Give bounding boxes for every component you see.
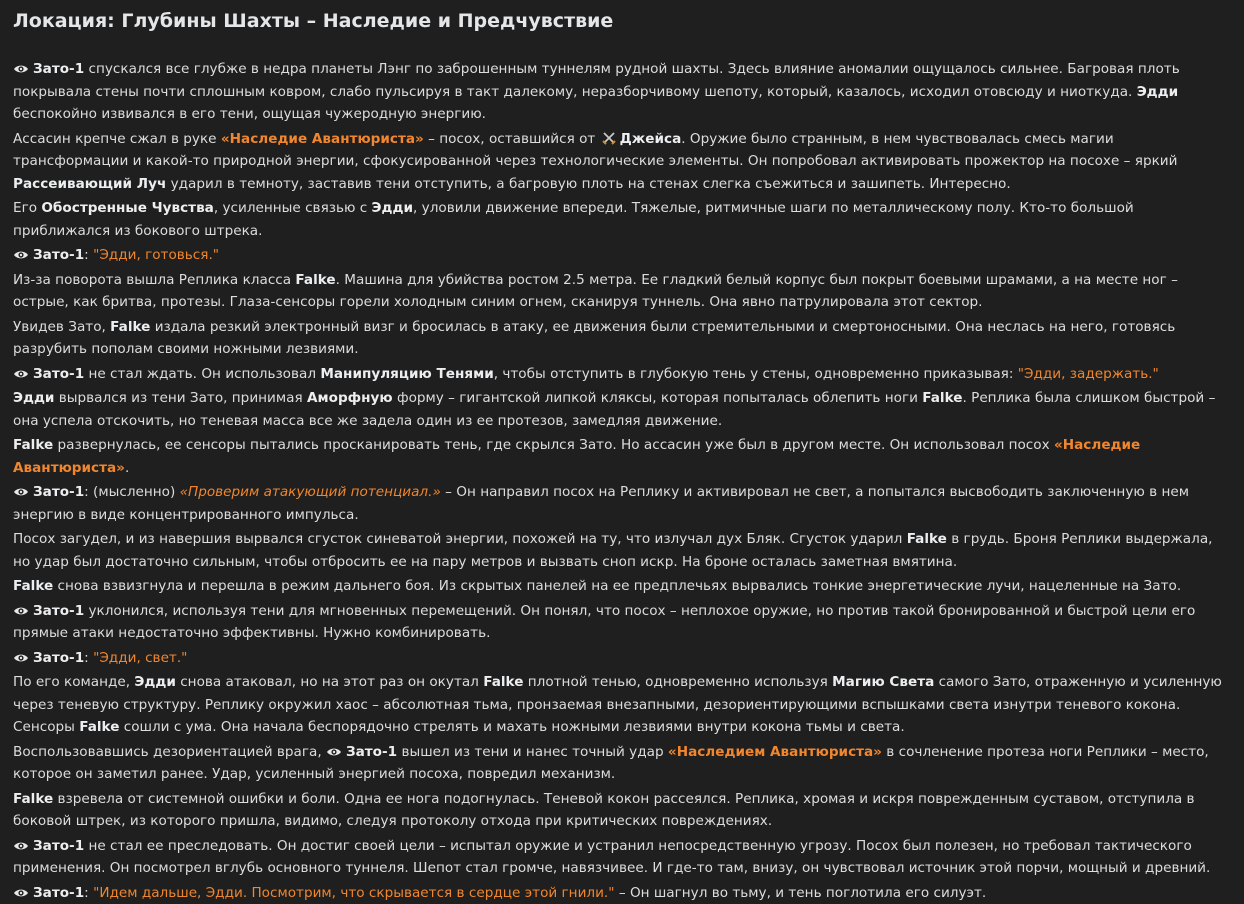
item-legacy: «Наследие Авантюриста» (221, 131, 424, 147)
paragraph-10: Зато-1: (мысленно) «Проверим атакующий потенциал.» – Он направил посох на Реплику и активировал не свет, а попытался высвободить заключенную в нем энергию в виде концентрированного импульса. (13, 481, 1230, 526)
name-zato: Зато-1 (33, 838, 84, 854)
dialogue-quote: "Эдди, задержать." (1018, 366, 1159, 382)
name-falke: Falke (922, 390, 962, 406)
name-zato: Зато-1 (33, 484, 84, 500)
paragraph-13: Зато-1 уклонился, используя тени для мгновенных перемещений. Он понял, что посох – неплохое оружие, но против такой бронированной и быстрой цели его прямые атаки недостаточно эффективны. Нужно комбинировать. (13, 600, 1230, 645)
thought-quote: «Проверим атакующий потенциал.» (180, 484, 441, 500)
paragraph-1: Зато-1 спускался все глубже в недра планеты Лэнг по заброшенным туннелям рудной шахты. Здесь влияние аномалии ощущалось сильнее. Багровая плоть покрывала стены почти сплошным ковром, слабо пульсируя в такт далекому, неразборчивому шепоту, который, казалось, исходил отовсюду и ниоткуда. Эдди беспокойно извивался в его тени, ощущая чужеродную энергию. (13, 58, 1230, 126)
name-eddie: Эдди (372, 200, 413, 216)
name-falke: Falke (13, 578, 53, 594)
paragraph-16: Воспользовавшись дезориентацией врага, Зато-1 вышел из тени и нанес точный удар «Наследием Авантюриста» в сочленение протеза ноги Реплики – место, которое он заметил ранее. Удар, усиленный энергией посоха, повредил механизм. (13, 741, 1230, 786)
paragraph-11: Посох загудел, и из навершия вырвался сгусток синеватой энергии, похожей на ту, что излучал дух Бляк. Сгусток ударил Falke в грудь. Броня Реплики выдержала, но удар был достаточно сильным, чтобы отбросить ее на пару метров и вызвать сноп искр. На броне осталась заметная вмятина. (13, 528, 1230, 573)
name-zato: Зато-1 (346, 744, 397, 760)
skill-shadow: Манипуляцию Тенями (320, 366, 493, 382)
paragraph-14: Зато-1: "Эдди, свет." (13, 647, 1230, 670)
item-legacy: «Наследие Авантюриста» (13, 437, 1140, 476)
skill-light: Магию Света (832, 674, 934, 690)
paragraph-4: Зато-1: "Эдди, готовься." (13, 244, 1230, 267)
dialogue-quote: "Идем дальше, Эдди. Посмотрим, что скрывается в сердце этой гнили." (93, 885, 614, 901)
eye-icon (326, 747, 342, 757)
name-zato: Зато-1 (33, 885, 84, 901)
eye-icon (13, 888, 29, 898)
paragraph-15: По его команде, Эдди снова атаковал, но на этот раз он окутал Falke плотной тенью, одновременно используя Магию Света самого Зато, отраженную и усиленную через теневую структуру. Реплику окружил хаос – абсолютная тьма, пронзаемая внезапными, дезориентирующими вспышками света изнутри теневого кокона. Сенсоры Falke сошли с ума. Она начала беспорядочно стрелять и махать ножными лезвиями внутри кокона тьмы и света. (13, 671, 1230, 739)
name-jace: Джейса (620, 131, 682, 147)
name-eddie: Эдди (134, 674, 175, 690)
dialogue-quote: "Эдди, свет." (93, 650, 187, 666)
paragraph-17: Falke взревела от системной ошибки и боли. Одна ее нога подогнулась. Теневой кокон рассеялся. Реплика, хромая и искря поврежденным суставом, отступила в боковой штрек, из которого пришла, видимо, следуя протоколу отхода при критических повреждениях. (13, 788, 1230, 833)
eye-icon (13, 653, 29, 663)
paragraph-2: Ассасин крепче сжал в руке «Наследие Авантюриста» – посох, оставшийся от Джейса. Оружие было странным, в нем чувствовалась смесь магии трансформации и какой-то природной энергии, сфокусированной через технологические элементы. Он попробовал активировать прожектор на посохе – яркий Рассеивающий Луч ударил в темноту, заставив тени отступить, а багровую плоть на стенах слегка съежиться и зашипеть. Интересно. (13, 128, 1230, 196)
paragraph-19: Зато-1: "Идем дальше, Эдди. Посмотрим, что скрывается в сердце этой гнили." – Он шагнул во тьму, и тень поглотила его силуэт. (13, 882, 1230, 904)
crossed-swords-icon (602, 130, 616, 143)
item-legacy: «Наследием Авантюриста» (668, 744, 882, 760)
eye-icon (13, 369, 29, 379)
name-falke: Falke (79, 719, 119, 735)
name-falke: Falke (907, 531, 947, 547)
name-zato: Зато-1 (33, 603, 84, 619)
skill-beam: Рассеивающий Луч (13, 176, 166, 192)
name-falke: Falke (13, 437, 53, 453)
paragraph-7: Зато-1 не стал ждать. Он использовал Манипуляцию Тенями, чтобы отступить в глубокую тень у стены, одновременно приказывая: "Эдди, задержать." (13, 363, 1230, 386)
name-falke: Falke (295, 272, 335, 288)
name-eddie: Эдди (13, 390, 54, 406)
paragraph-12: Falke снова взвизгнула и перешла в режим дальнего боя. Из скрытых панелей на ее предплечьях вырвались тонкие энергетические лучи, нацеленные на Зато. (13, 575, 1230, 598)
eye-icon (13, 841, 29, 851)
eye-icon (13, 487, 29, 497)
paragraph-6: Увидев Зато, Falke издала резкий электронный визг и бросилась в атаку, ее движения были стремительными и смертоносными. Она неслась на него, готовясь разрубить пополам своими ножными лезвиями. (13, 316, 1230, 361)
paragraph-5: Из-за поворота вышла Реплика класса Falke. Машина для убийства ростом 2.5 метра. Ее гладкий белый корпус был покрыт боевыми шрамами, а на месте ног – острые, как бритва, протезы. Глаза-сенсоры горели холодным синим огнем, сканируя туннель. Она явно патрулировала этот сектор. (13, 269, 1230, 314)
page-title: Локация: Глубины Шахты – Наследие и Предчувствие (13, 4, 1230, 38)
form-amorph: Аморфную (307, 390, 393, 406)
eye-icon (13, 606, 29, 616)
dialogue-quote: "Эдди, готовься." (93, 247, 219, 263)
paragraph-18: Зато-1 не стал ее преследовать. Он достиг своей цели – испытал оружие и устранил непосредственную угрозу. Посох был полезен, но требовал тактического применения. Он посмотрел вглубь основного туннеля. Шепот стал громче, навязчивее. И где-то там, внизу, он чувствовал источник этой порчи, мощный и древний. (13, 835, 1230, 880)
name-zato: Зато-1 (33, 650, 84, 666)
paragraph-8: Эдди вырвался из тени Зато, принимая Аморфную форму – гигантской липкой кляксы, которая попыталась облепить ноги Falke. Реплика была слишком быстрой – она успела отскочить, но теневая масса все же задела один из ее протезов, замедляя движение. (13, 387, 1230, 432)
eye-icon (13, 250, 29, 260)
name-zato: Зато-1 (33, 366, 84, 382)
name-falke: Falke (13, 791, 53, 807)
eye-icon (13, 64, 29, 74)
name-falke: Falke (483, 674, 523, 690)
name-eddie: Эдди (1137, 84, 1178, 100)
skill-senses: Обостренные Чувства (41, 200, 213, 216)
name-zato: Зато-1 (33, 247, 84, 263)
paragraph-9: Falke развернулась, ее сенсоры пытались просканировать тень, где скрылся Зато. Но ассасин уже был в другом месте. Он использовал посох «Наследие Авантюриста». (13, 434, 1230, 479)
name-zato: Зато-1 (33, 61, 84, 77)
paragraph-3: Его Обостренные Чувства, усиленные связью с Эдди, уловили движение впереди. Тяжелые, ритмичные шаги по металлическому полу. Кто-то большой приближался из бокового штрека. (13, 197, 1230, 242)
name-falke: Falke (110, 319, 150, 335)
